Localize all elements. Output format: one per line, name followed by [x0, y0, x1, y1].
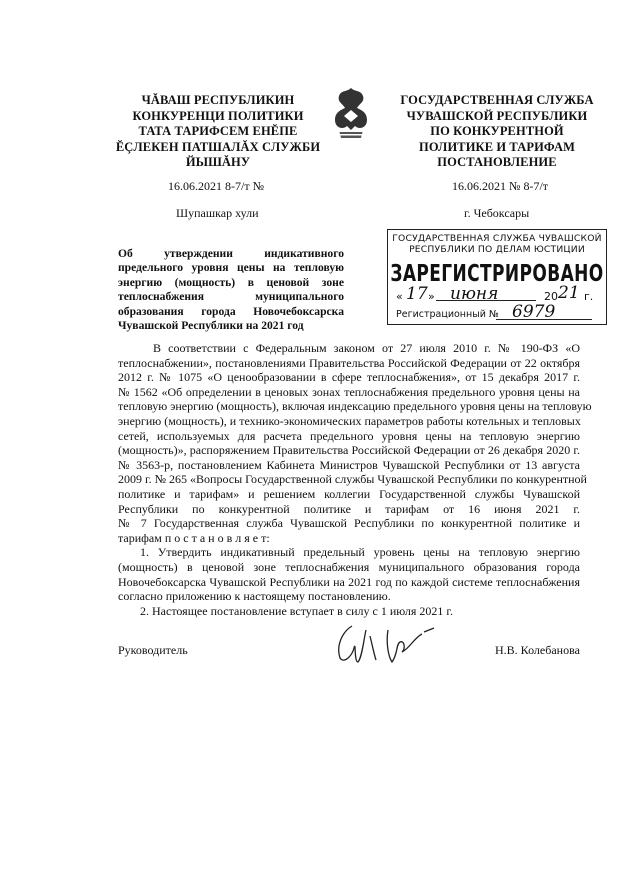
item1-line: (мощность) в ценовой зоне теплоснабжения муниципального образования города [118, 559, 580, 574]
stamp-date-row [394, 283, 600, 306]
body-line: Республики по конкурентной политике и тарифам от 16 июня 2021 г. [118, 501, 580, 516]
header-right-line: ПОСТАНОВЛЕНИЕ [437, 155, 557, 169]
header-left-line: КОНКУРЕНЦИ ПОЛИТИКИ [132, 108, 304, 123]
header-right-line: ПОЛИТИКЕ И ТАРИФАМ [419, 139, 575, 154]
body-line: сетей, используемых для расчета предельного уровня цены на тепловую энергию [118, 428, 580, 443]
stamp-year-prefix: 20 [544, 290, 558, 303]
header-left-date: 16.06.2021 8-7/т № [168, 179, 265, 193]
body-line: № 1562 «Об определении в ценовых зонах теплоснабжения предельного уровня цены на [118, 384, 580, 399]
header-right-date: 16.06.2021 № 8-7/т [452, 179, 549, 193]
item1-line: Новочебоксарска Чувашской Республики на 2021 год по каждой системе теплоснабжения [118, 574, 580, 589]
subject-line: образования города Новочебоксарска [118, 304, 344, 318]
body-line: политике и тарифам» и решением коллегии Государственной службы Чувашской [118, 486, 580, 501]
header-left-line: ЙЫШĂНУ [185, 155, 251, 169]
stamp-org-line: ГОСУДАРСТВЕННАЯ СЛУЖБА ЧУВАШСКОЙ [392, 233, 602, 244]
stamp-month: июня [450, 284, 499, 304]
header-left-line: ТАТА ТАРИФСЕМ ЕНĔПЕ [138, 124, 298, 138]
header-right-city: г. Чебоксары [464, 206, 530, 220]
subject-line: предельного уровня цены на тепловую [118, 261, 344, 275]
body-line: 2009 г. № 265 «Вопросы Государственной службы Чувашской Республики по конкурентной [118, 472, 587, 487]
stamp-org [388, 233, 606, 255]
subject-line: Чувашской Республики на 2021 год [118, 319, 304, 333]
body-line: энергию (мощность), и технико-экономических параметров работы котельных и тепловых [118, 413, 581, 428]
stamp-org-line: РЕСПУБЛИКИ ПО ДЕЛАМ ЮСТИЦИИ [409, 244, 585, 255]
item1-line: 1. Утвердить индикативный предельный уровень цены на тепловую энергию [140, 545, 580, 560]
stamp-year-unit: г. [584, 290, 594, 303]
stamp-quote-open: « [396, 290, 403, 303]
body-line: № 7 Государственная служба Чувашской Республики по конкурентной политике и [118, 516, 580, 531]
stamp-day: 17 [406, 284, 428, 304]
header-right-line: ПО КОНКУРЕНТНОЙ [430, 124, 564, 138]
header-right-line: ЧУВАШСКОЙ РЕСПУБЛИКИ [406, 108, 588, 123]
header-right-line: ГОСУДАРСТВЕННАЯ СЛУЖБА [400, 93, 594, 107]
stamp-registered: ЗАРЕГИСТРИРОВАНО [390, 260, 604, 288]
header-left-line: ЧĂВАШ РЕСПУБЛИКИН [141, 93, 295, 107]
document-subject [118, 247, 344, 333]
subject-line: энергию (мощность) в ценовой зоне [118, 275, 344, 289]
body-line: В соответствии с Федеральным законом от 27 июля 2010 г. № 190-ФЗ «О [153, 341, 580, 355]
subject-line: Об утверждении индикативного [118, 247, 344, 260]
body-line: 2012 г. № 1075 «О ценообразовании в сфере теплоснабжения», от 15 декабря 2017 г. [118, 370, 580, 385]
header-left-city: Шупашкар хули [176, 206, 259, 220]
stamp-year-suffix: 21 [558, 283, 580, 303]
body-line: (мощность)», распоряжением Правительства Российской Федерации от 26 декабря 2020 г. [118, 443, 580, 458]
coat-of-arms-emblem [331, 86, 371, 142]
subject-line: теплоснабжения муниципального [118, 290, 344, 304]
body-line: теплоснабжении», постановлениями Правительства Российской Федерации от 22 октября [118, 355, 580, 370]
item2-line: 2. Настоящее постановление вступает в силу с 1 июля 2021 г. [140, 603, 453, 618]
header-right-title [392, 93, 602, 171]
registration-stamp [387, 229, 607, 325]
stamp-reg-number: 6979 [512, 302, 556, 322]
body-line: № 3563-р, постановлением Кабинета Министров Чувашской Республики от 13 августа [118, 457, 580, 472]
signature-role: Руководитель [118, 643, 188, 657]
signature-name: Н.В. Колебанова [495, 643, 580, 657]
body-line: тарифам п о с т а н о в л я е т: [118, 530, 270, 545]
stamp-reg-label: Регистрационный № [396, 309, 499, 320]
header-left-title [112, 93, 324, 171]
header-left-line: ĔÇЛЕКЕН ПАТШАЛĂХ СЛУЖБИ [115, 139, 321, 154]
stamp-quote-close: » [428, 290, 435, 303]
stamp-reg-row [394, 302, 600, 322]
document-body [118, 341, 592, 618]
item1-line: согласно приложению к настоящему постановлению. [118, 589, 391, 604]
body-line: тепловую энергию (мощность), включая индексацию предельного уровня цены на тепловую [118, 399, 592, 414]
handwritten-signature [330, 618, 440, 668]
